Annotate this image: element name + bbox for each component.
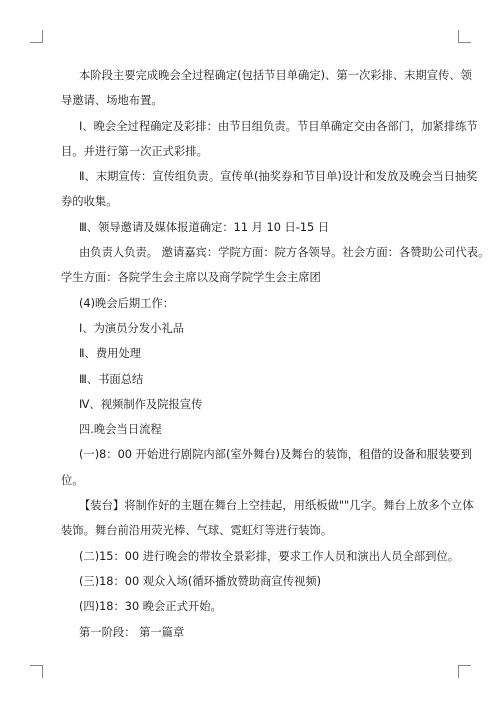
text-line: (4)晚会后期工作： [79,296,175,310]
text-line: (一)8：00 开始进行剧院内部(室外舞台)及舞台的装饰，租借的设备和服装要到 [79,448,472,462]
text-line: 装饰。舞台前沿用荧光棒、气球、霓虹灯等进行装饰。 [61,524,333,538]
text-line: 本阶段主要完成晚会全过程确定(包括节目单确定)、第一次彩排、末期宣传、领 [79,69,472,82]
text-line: Ⅰ、晚会全过程确定及彩排：由节目组负责。节目单确定交由各部门，加紧排练节 [79,119,478,133]
text-line: (四)18：30 晚会正式开始。 [79,600,222,614]
crop-mark-top-left [30,30,43,43]
text-line: Ⅱ、末期宣传：宣传组负责。宣传单(抽奖券和节目单)设计和发放及晚会当日抽奖 [79,170,478,184]
crop-mark-bottom-left [30,665,43,678]
text-line: 四.晚会当日流程 [79,423,162,437]
text-line: 券的收集。 [61,195,118,209]
document-body [61,63,490,645]
text-line: Ⅲ、书面总结 [79,372,144,386]
text-line: 位。 [61,473,84,487]
text-line: Ⅰ、为演员分发小礼品 [79,321,185,335]
text-line: 【装台】将制作好的主题在舞台上空挂起，用纸板做""几字。舞台上放多个立体 [79,499,474,513]
text-line: 由负责人负责。 邀请嘉宾：学院方面：院方各领导。社会方面：各赞助公司代表。 [79,246,490,260]
text-line: 目。并进行第一次正式彩排。 [61,144,208,158]
text-line: (三)18：00 观众入场(循环播放赞助商宣传视频) [79,574,322,588]
text-line: Ⅳ、视频制作及院报宣传 [79,397,203,411]
text-line: 导邀请、场地布置。 [61,94,163,108]
text-line: Ⅲ、领导邀请及媒体报道确定：11 月 10 日-15 日 [79,220,330,234]
text-line: Ⅱ、费用处理 [79,347,142,361]
crop-mark-bottom-right [458,665,471,678]
crop-mark-top-right [458,30,471,43]
text-line: (二)15：00 进行晚会的带妆全景彩排，要求工作人员和演出人员全部到位。 [79,549,460,563]
text-line: 学生方面：各院学生会主席以及商学院学生会主席团 [61,271,321,285]
text-line: 第一阶段： 第一篇章 [79,625,185,639]
